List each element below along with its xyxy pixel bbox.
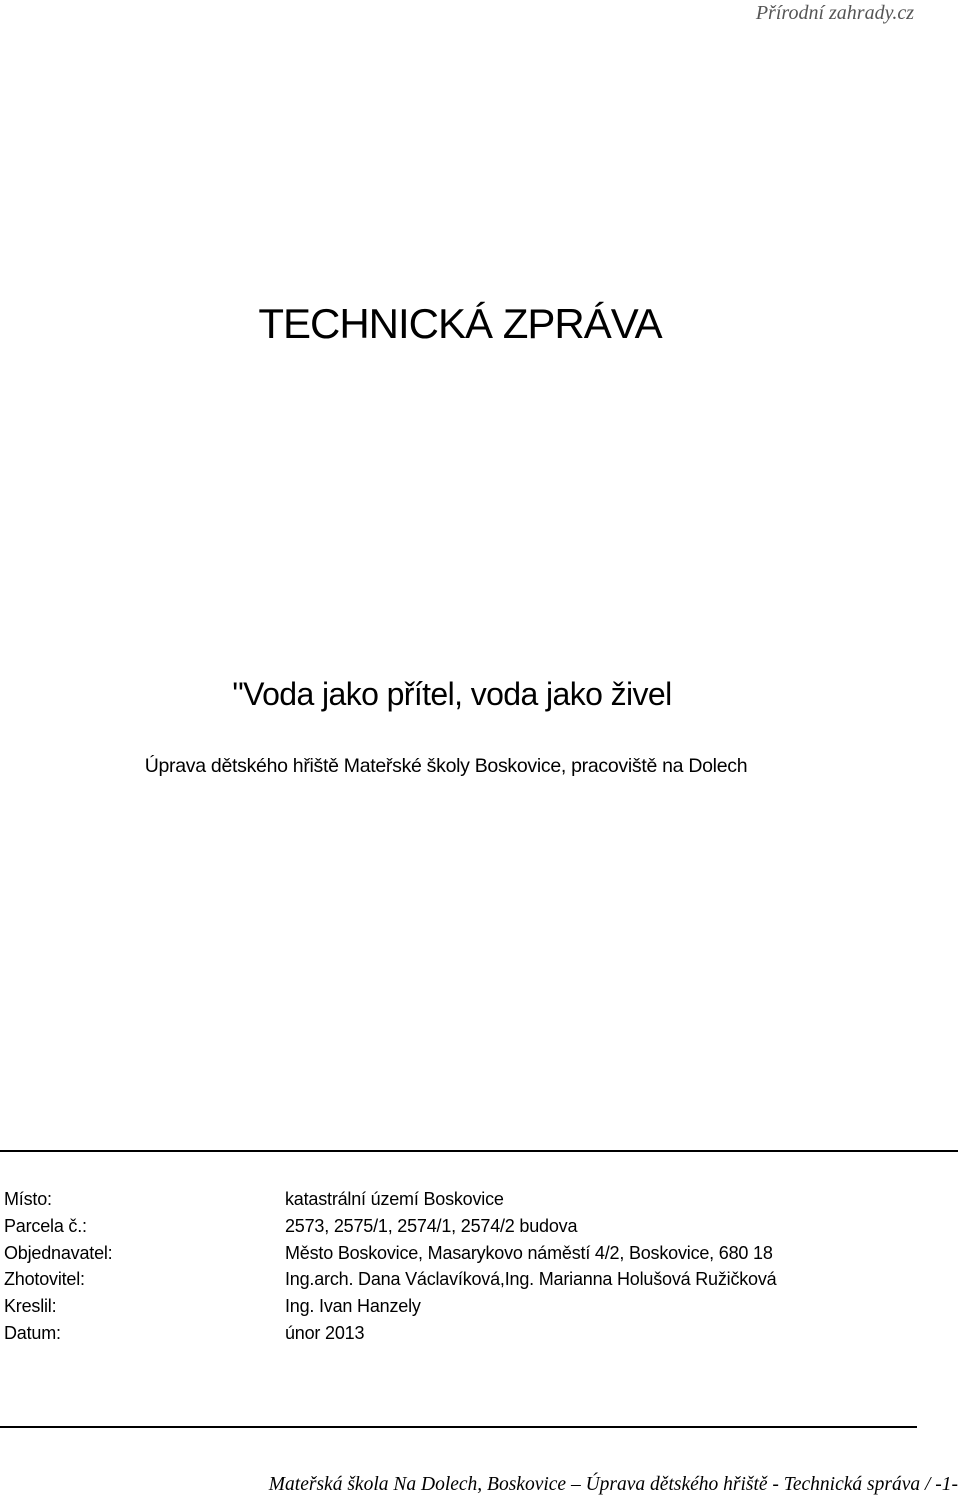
- info-label: Kreslil:: [4, 1296, 57, 1317]
- info-row-date: [4, 1320, 776, 1347]
- info-value: katastrální území Boskovice: [285, 1189, 504, 1209]
- info-row-drawn-by: [4, 1293, 776, 1320]
- info-label: Místo:: [4, 1189, 52, 1209]
- info-row-location: [4, 1186, 776, 1213]
- document-title: TECHNICKÁ ZPRÁVA: [258, 300, 662, 347]
- info-row-contractor: [4, 1266, 776, 1293]
- info-value: Ing. Ivan Hanzely: [285, 1296, 421, 1317]
- info-label: Zhotovitel:: [4, 1269, 85, 1290]
- page-footer: Mateřská škola Na Dolech, Boskovice – Úprava dětského hřiště - Technická správa / -1-: [268, 1474, 958, 1495]
- info-value: Město Boskovice, Masarykovo náměstí 4/2, Boskovice, 680 18: [285, 1242, 773, 1263]
- info-row-parcel: [4, 1213, 776, 1240]
- site-brand: Přírodní zahrady.cz: [755, 2, 914, 24]
- divider-top: [0, 1150, 958, 1152]
- project-info: [4, 1186, 776, 1347]
- info-label: Parcela č.:: [4, 1215, 87, 1236]
- info-value: únor 2013: [285, 1322, 365, 1343]
- info-label: Objednavatel:: [4, 1242, 113, 1263]
- info-value: 2573, 2575/1, 2574/1, 2574/2 budova: [285, 1215, 578, 1236]
- info-value: Ing.arch. Dana Václavíková,Ing. Marianna Holušová Ružičková: [285, 1269, 777, 1290]
- project-motto: "Voda jako přítel, voda jako živel: [232, 676, 672, 712]
- info-label: Datum:: [4, 1322, 61, 1343]
- project-subtitle: Úprava dětského hřiště Mateřské školy Boskovice, pracoviště na Dolech: [144, 755, 748, 777]
- divider-bottom: [0, 1426, 917, 1428]
- info-row-client: [4, 1240, 776, 1267]
